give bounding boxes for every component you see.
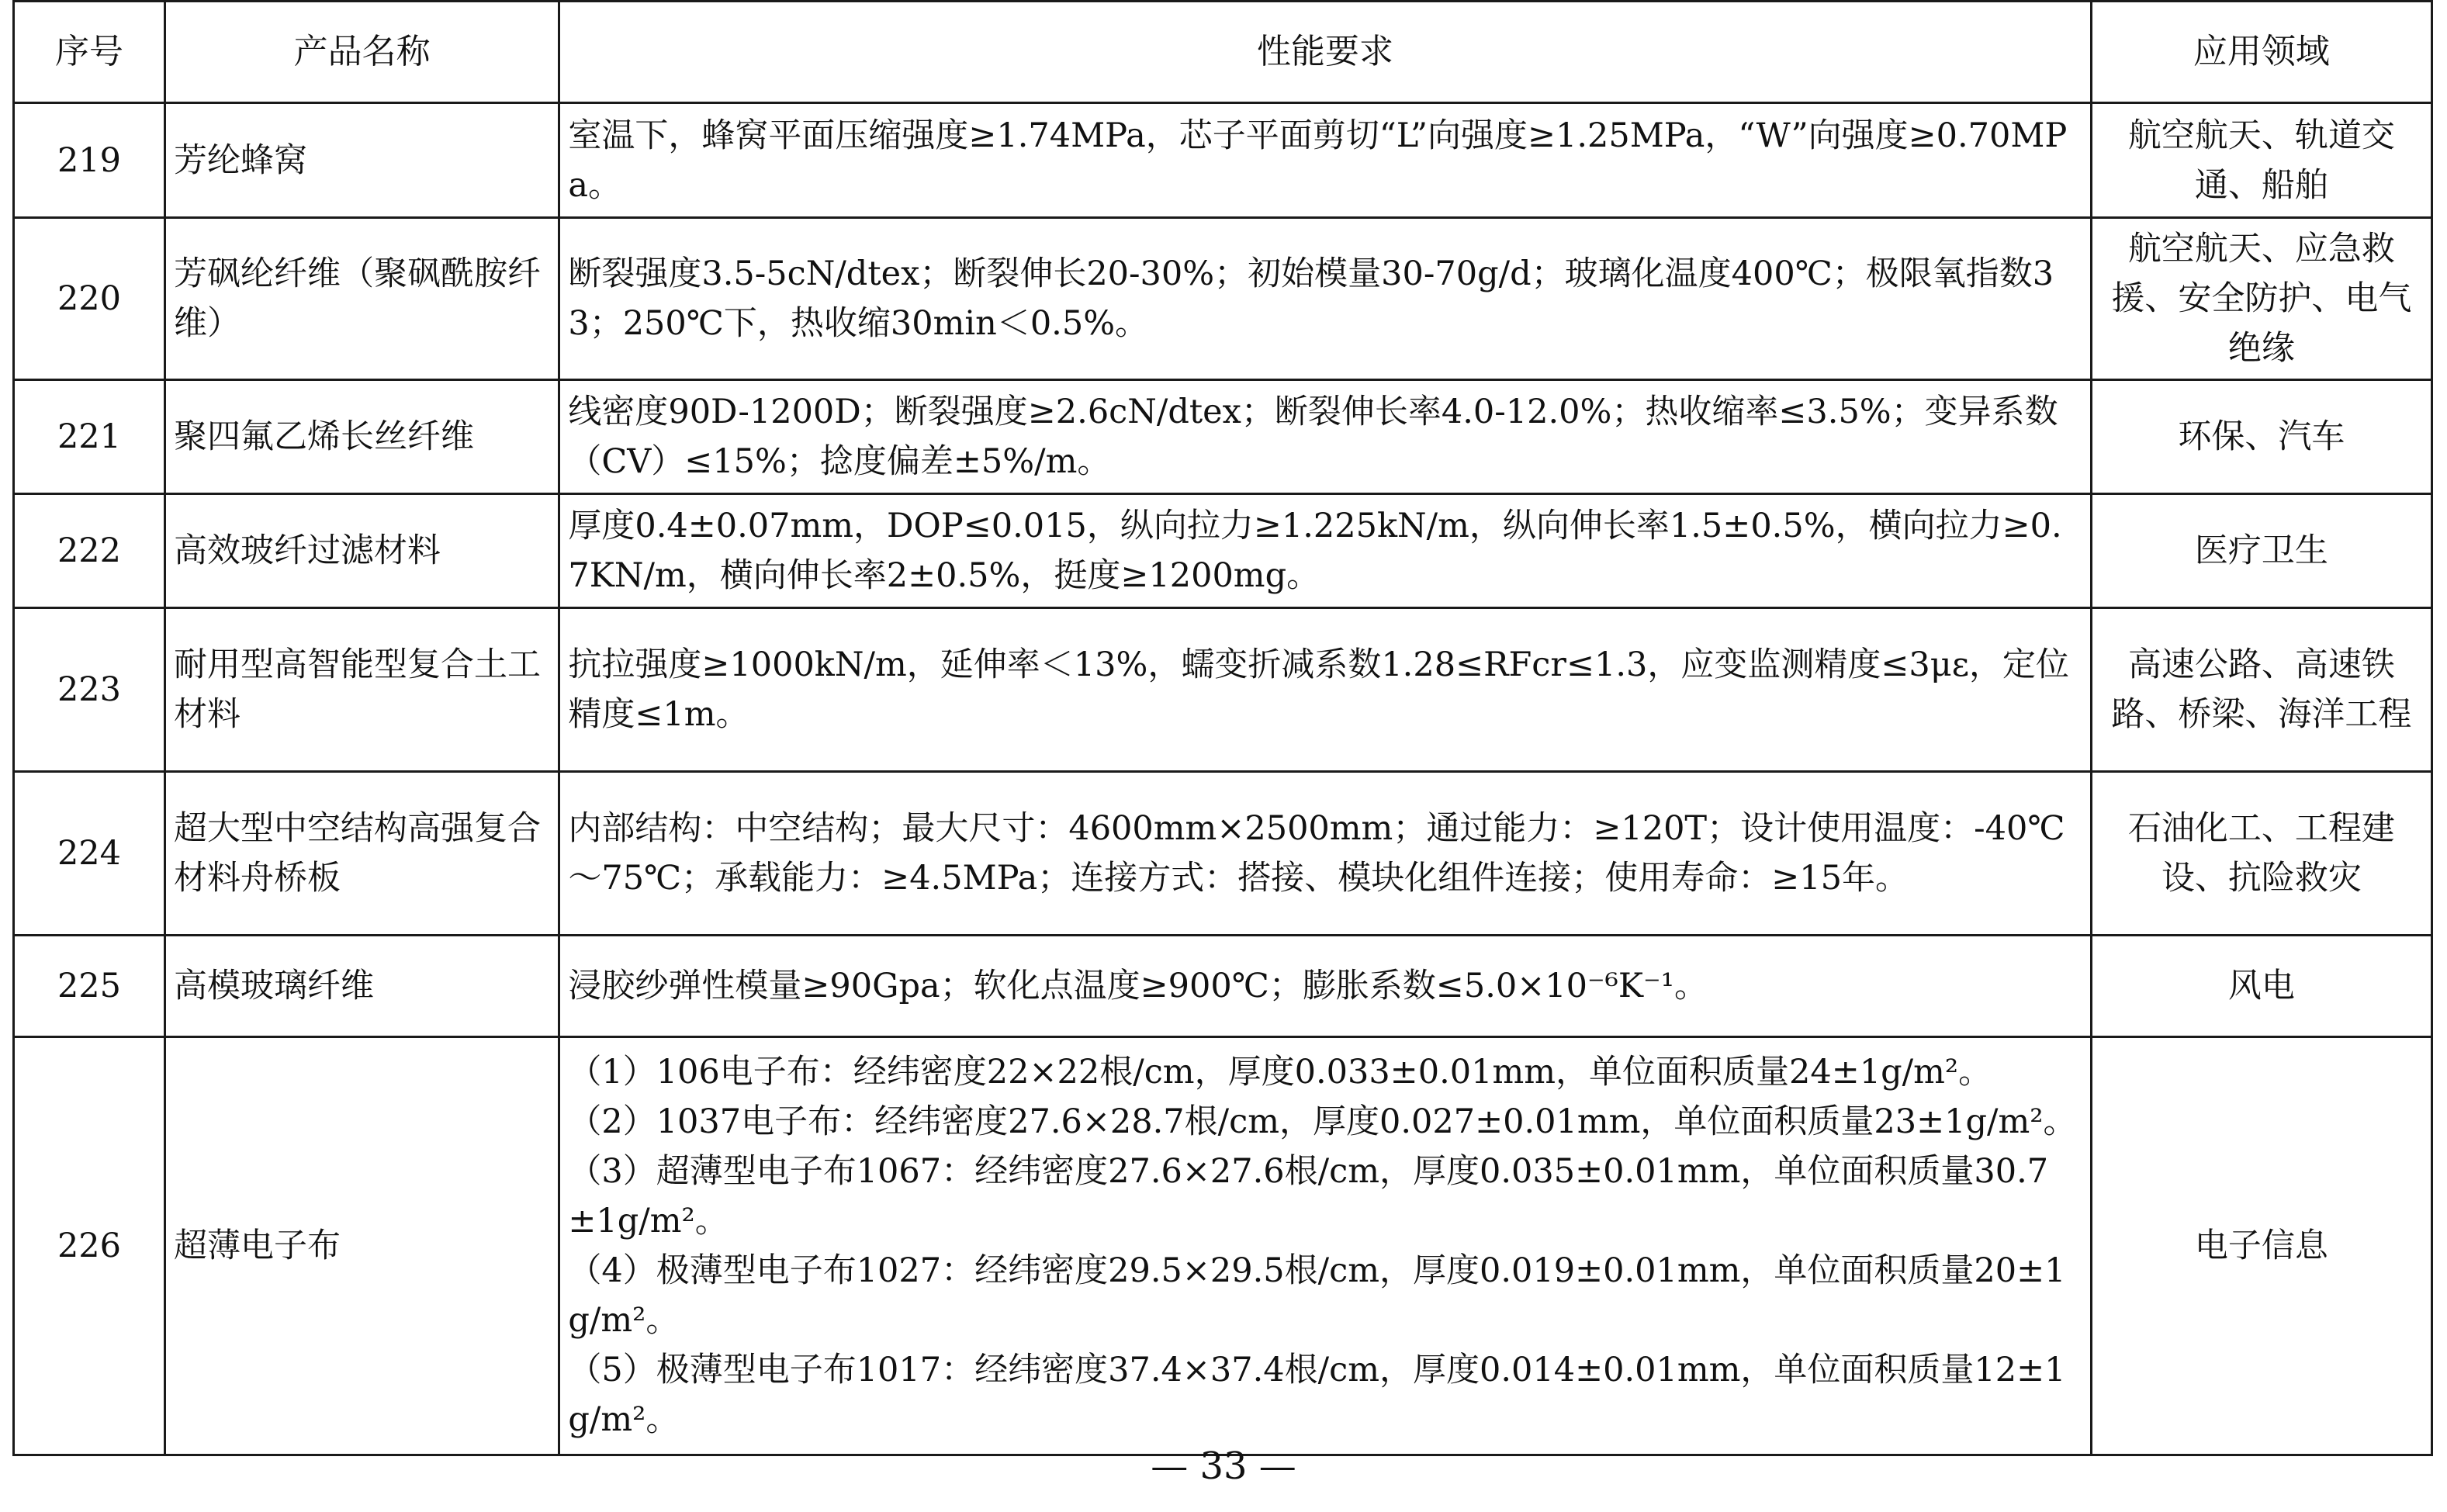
application-field: 医疗卫生 (2091, 494, 2431, 608)
requirement-line: 内部结构：中空结构；最大尺寸：4600mm×2500mm；通过能力：≥120T；设计使用温度：-40℃～75℃；承载能力：≥4.5MPa；连接方式：搭接、模块化组件连接；使用寿命：≥15年。 (568, 809, 2065, 898)
application-field: 环保、汽车 (2091, 380, 2431, 494)
performance-requirements (559, 936, 2091, 1037)
table-row (14, 380, 2432, 494)
performance-requirements (559, 494, 2091, 608)
table-row (14, 772, 2432, 936)
performance-requirements (559, 772, 2091, 936)
row-number: 222 (14, 494, 165, 608)
application-field: 风电 (2091, 936, 2431, 1037)
product-name: 聚四氟乙烯长丝纤维 (164, 380, 559, 494)
product-name: 芳纶蜂窝 (164, 103, 559, 218)
row-number: 223 (14, 608, 165, 772)
table-header (14, 2, 2432, 103)
application-field: 高速公路、高速铁路、桥梁、海洋工程 (2091, 608, 2431, 772)
table-row (14, 218, 2432, 380)
header-requirements: 性能要求 (559, 2, 2091, 103)
product-name: 耐用型高智能型复合土工材料 (164, 608, 559, 772)
row-number: 220 (14, 218, 165, 380)
requirement-line: （2）1037电子布：经纬密度27.6×28.7根/cm，厚度0.027±0.01mm，单位面积质量23±1g/m²。 (568, 1102, 2077, 1141)
requirement-line: 线密度90D-1200D；断裂强度≥2.6cN/dtex；断裂伸长率4.0-12.0%；热收缩率≤3.5%；变异系数（CV）≤15%；捻度偏差±5%/m。 (568, 393, 2058, 481)
table-body (14, 103, 2432, 1455)
product-name: 超薄电子布 (164, 1037, 559, 1455)
requirement-line: （3）超薄型电子布1067：经纬密度27.6×27.6根/cm，厚度0.035±0.01mm，单位面积质量30.7±1g/m²。 (568, 1152, 2049, 1240)
row-number: 226 (14, 1037, 165, 1455)
performance-requirements (559, 218, 2091, 380)
page-number: — 33 — (1151, 1445, 1296, 1488)
requirement-line: 室温下，蜂窝平面压缩强度≥1.74MPa，芯子平面剪切“L”向强度≥1.25MPa，“W”向强度≥0.70MPa。 (568, 116, 2068, 205)
table-row (14, 608, 2432, 772)
performance-requirements (559, 380, 2091, 494)
requirement-line: 厚度0.4±0.07mm，DOP≤0.015，纵向拉力≥1.225kN/m，纵向伸长率1.5±0.5%，横向拉力≥0.7KN/m，横向伸长率2±0.5%，挺度≥1200mg。 (568, 507, 2062, 595)
table-row (14, 103, 2432, 218)
header-no: 序号 (14, 2, 165, 103)
performance-requirements (559, 1037, 2091, 1455)
performance-requirements (559, 103, 2091, 218)
product-name: 高效玻纤过滤材料 (164, 494, 559, 608)
application-field: 航空航天、应急救援、安全防护、电气绝缘 (2091, 218, 2431, 380)
requirement-line: （5）极薄型电子布1017：经纬密度37.4×37.4根/cm，厚度0.014±0.01mm，单位面积质量12±1g/m²。 (568, 1351, 2066, 1439)
header-application-field: 应用领域 (2091, 2, 2431, 103)
application-field: 航空航天、轨道交通、船舶 (2091, 103, 2431, 218)
table-row (14, 494, 2432, 608)
product-name: 超大型中空结构高强复合材料舟桥板 (164, 772, 559, 936)
requirement-line: （1）106电子布：经纬密度22×22根/cm，厚度0.033±0.01mm，单位面积质量24±1g/m²。 (568, 1053, 1992, 1092)
row-number: 225 (14, 936, 165, 1037)
requirement-line: （4）极薄型电子布1027：经纬密度29.5×29.5根/cm，厚度0.019±0.01mm，单位面积质量20±1g/m²。 (568, 1251, 2066, 1340)
row-number: 224 (14, 772, 165, 936)
application-field: 电子信息 (2091, 1037, 2431, 1455)
requirement-line: 浸胶纱弹性模量≥90Gpa；软化点温度≥900℃；膨胀系数≤5.0×10⁻⁶K⁻¹。 (568, 967, 1708, 1005)
row-number: 221 (14, 380, 165, 494)
header-product-name: 产品名称 (164, 2, 559, 103)
product-spec-table (12, 0, 2433, 1456)
table-row (14, 936, 2432, 1037)
product-name: 芳砜纶纤维（聚砜酰胺纤维） (164, 218, 559, 380)
header-row (14, 2, 2432, 103)
product-name: 高模玻璃纤维 (164, 936, 559, 1037)
requirement-line: 断裂强度3.5-5cN/dtex；断裂伸长20-30%；初始模量30-70g/d；玻璃化温度400℃；极限氧指数33；250℃下，热收缩30min＜0.5%。 (568, 254, 2054, 343)
requirement-line: 抗拉强度≥1000kN/m，延伸率＜13%，蠕变折减系数1.28≤RFcr≤1.3，应变监测精度≤3με，定位精度≤1m。 (568, 645, 2069, 734)
row-number: 219 (14, 103, 165, 218)
application-field: 石油化工、工程建设、抗险救灾 (2091, 772, 2431, 936)
table-row (14, 1037, 2432, 1455)
performance-requirements (559, 608, 2091, 772)
